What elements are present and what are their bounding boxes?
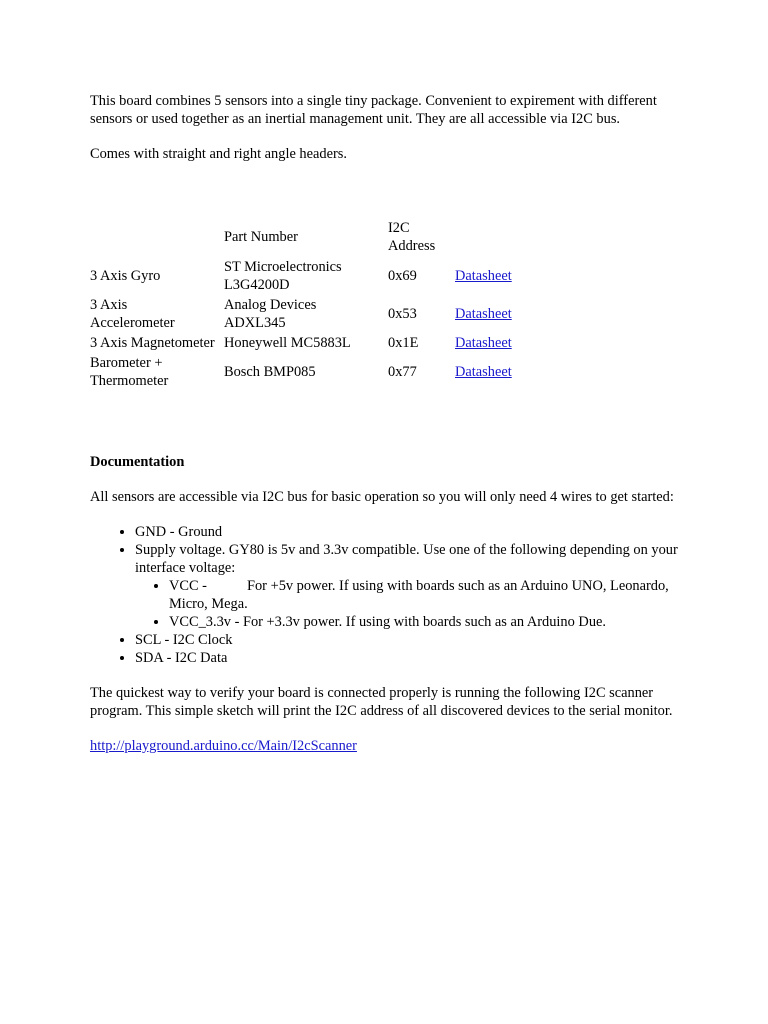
list-item-supply [135, 541, 680, 631]
sensor-name [90, 333, 224, 353]
table-row [90, 295, 545, 333]
documentation-heading: Documentation [90, 454, 185, 470]
datasheet-link-accelerometer[interactable]: Datasheet [455, 306, 512, 322]
datasheet-cell [455, 295, 545, 333]
header-address-line2: Address [388, 238, 436, 254]
datasheet-cell [455, 333, 545, 353]
document-page [90, 92, 680, 755]
datasheet-cell [455, 257, 545, 295]
datasheet-link-magnetometer[interactable]: Datasheet [455, 335, 512, 351]
sensor-name [90, 353, 224, 391]
scanner-link-paragraph [90, 737, 680, 755]
datasheet-cell [455, 353, 545, 391]
part-line2: ADXL345 [224, 315, 286, 331]
sensor-part [224, 295, 388, 333]
sensor-name [90, 295, 224, 333]
sensor-part [224, 257, 388, 295]
sensor-address: 0x1E [388, 335, 419, 351]
header-link [455, 217, 545, 257]
header-i2c-address [388, 217, 455, 257]
part-line1: Honeywell MC5883L [224, 335, 351, 351]
sensor-name-line2: Thermometer [90, 373, 169, 389]
supply-text: Supply voltage. GY80 is 5v and 3.3v compatible. Use one of the following depending on your interface voltage: [135, 542, 678, 576]
list-item-gnd: • GND - Ground [135, 523, 680, 541]
header-part-number: Part Number [224, 229, 298, 245]
table-row [90, 333, 545, 353]
part-line1: Bosch BMP085 [224, 364, 316, 380]
sensor-name-line1: 3 Axis Magnetometer [90, 335, 215, 351]
list-item-vcc [169, 577, 680, 613]
scanner-link[interactable]: http://playground.arduino.cc/Main/I2cScanner [90, 738, 357, 754]
sensor-name-line2: Accelerometer [90, 315, 175, 331]
sensor-table [90, 217, 545, 391]
header-name [90, 217, 224, 257]
table-header-row [90, 217, 545, 257]
sensor-name-line1: 3 Axis Gyro [90, 268, 161, 284]
wire-list [90, 523, 680, 667]
list-item-scl: • SCL - I2C Clock [135, 631, 680, 649]
list-item-sda: • SDA - I2C Data [135, 649, 680, 667]
sensor-part [224, 333, 388, 353]
table-row [90, 353, 545, 391]
part-line2: L3G4200D [224, 277, 290, 293]
intro-paragraph: This board combines 5 sensors into a single tiny package. Convenient to expirement with different sensors or used together as an inertial management unit. They are all accessible via I2C bus. [90, 93, 657, 127]
part-line1: Analog Devices [224, 297, 317, 313]
table-row [90, 257, 545, 295]
sensor-address: 0x53 [388, 306, 417, 322]
documentation-lead: All sensors are accessible via I2C bus for basic operation so you will only need 4 wires to get started: [90, 489, 674, 505]
sensor-part [224, 353, 388, 391]
header-address-line1: I2C [388, 220, 410, 236]
datasheet-link-barometer[interactable]: Datasheet [455, 364, 512, 380]
list-item-vcc33: • VCC_3.3v - For +3.3v power. If using with boards such as an Arduino Due. [169, 613, 680, 631]
datasheet-link-gyro[interactable]: Datasheet [455, 268, 512, 284]
sensor-name-line1: Barometer + [90, 355, 163, 371]
vcc-text: For +5v power. If using with boards such as an Arduino UNO, Leonardo, Micro, Mega. [169, 578, 669, 612]
vcc-label: VCC - [169, 578, 207, 594]
sensor-address: 0x69 [388, 268, 417, 284]
sensor-name-line1: 3 Axis [90, 297, 128, 313]
sensor-address: 0x77 [388, 364, 417, 380]
supply-sublist [135, 577, 680, 631]
part-line1: ST Microelectronics [224, 259, 342, 275]
headers-note: Comes with straight and right angle headers. [90, 146, 347, 162]
verify-paragraph: The quickest way to verify your board is connected properly is running the following I2C scanner program. This simple sketch will print the I2C address of all discovered devices to the serial monitor. [90, 685, 673, 719]
sensor-name [90, 257, 224, 295]
